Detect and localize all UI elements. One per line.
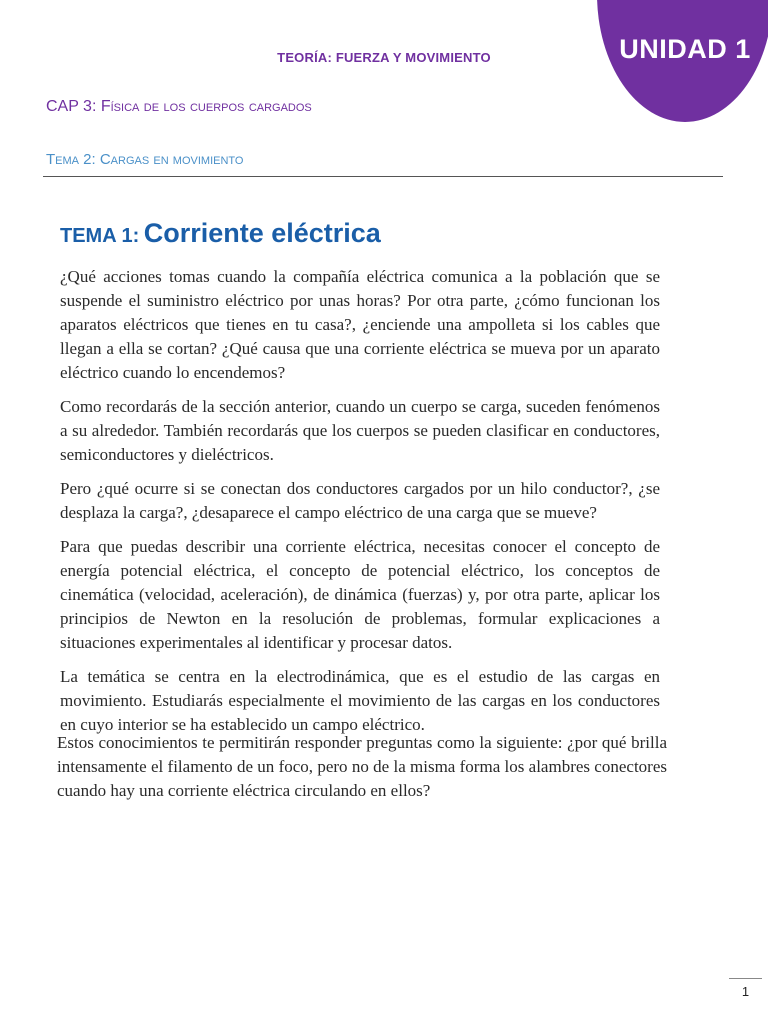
section-heading — [60, 218, 381, 249]
closing-paragraph: Estos conocimientos te permitirán responder preguntas como la siguiente: ¿por qué brilla intensamente el filamento de un foco, pero no de la misma forma los alambres conectores cuando hay una corriente eléctrica circulando en ellos? — [57, 733, 667, 800]
paragraph: La temática se centra en la electrodinámica, que es el estudio de las cargas en movimiento. Estudiarás especialmente el movimiento de las cargas en los conductores en cuyo interior se ha establecido un campo eléctrico. — [60, 667, 660, 734]
unit-badge — [597, 0, 768, 122]
section-kicker: TEMA 1: — [60, 225, 140, 247]
page-number: 1 — [729, 978, 762, 1003]
paragraph: Como recordarás de la sección anterior, cuando un cuerpo se carga, suceden fenómenos a su alrededor. También recordarás que los cuerpos se pueden clasificar en conductores, semiconductores y dieléctricos. — [60, 397, 660, 464]
unit-badge-label: UNIDAD 1 — [619, 34, 751, 64]
header-divider — [43, 176, 723, 177]
chapter-heading: CAP 3: Física de los cuerpos cargados — [46, 98, 312, 115]
topic-heading: Tema 2: Cargas en movimiento — [46, 151, 244, 168]
document-header-title: TEORÍA: FUERZA Y MOVIMIENTO — [277, 50, 491, 65]
body-text — [60, 265, 660, 747]
section-title: Corriente eléctrica — [143, 218, 381, 248]
paragraph: Pero ¿qué ocurre si se conectan dos conductores cargados por un hilo conductor?, ¿se desplaza la carga?, ¿desaparece el campo eléctrico de una carga que se mueve? — [60, 479, 660, 522]
paragraph: ¿Qué acciones tomas cuando la compañía eléctrica comunica a la población que se suspende el suministro eléctrico por unas horas? Por otra parte, ¿cómo funcionan los aparatos eléctricos que tienes en tu casa?, ¿enciende una ampolleta si los cables que llegan a ella se cortan? ¿Qué causa que una corriente eléctrica se mueva por un aparato eléctrico cuando lo encendemos? — [60, 267, 660, 382]
paragraph: Para que puedas describir una corriente eléctrica, necesitas conocer el concepto de energía potencial eléctrica, el concepto de potencial eléctrico, los conceptos de cinemática (velocidad, aceleración), de dinámica (fuerzas) y, por otra parte, aplicar los principios de Newton en la resolución de problemas, formular explicaciones a situaciones experimentales al identificar y procesar datos. — [60, 537, 660, 652]
